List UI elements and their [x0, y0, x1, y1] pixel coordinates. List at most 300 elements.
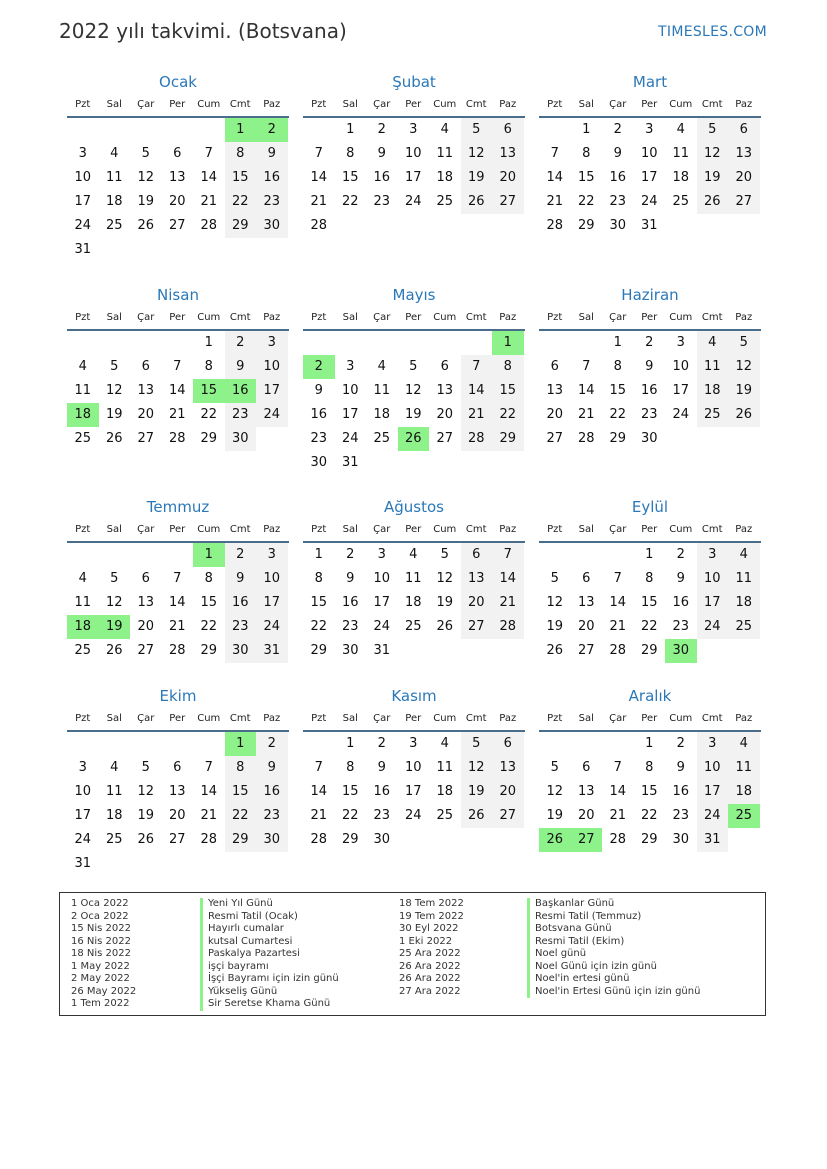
day-cell: 15 [310, 595, 328, 610]
day-cell: 15 [200, 595, 218, 610]
empty-cell [162, 331, 194, 355]
day-cell: 14 [609, 784, 627, 799]
empty-cell [130, 118, 162, 142]
day-cell: 16 [225, 591, 257, 615]
empty-cell [461, 331, 493, 355]
day-cell: 5 [440, 547, 449, 562]
day-cell: 24 [697, 615, 729, 639]
day-cell: 10 [697, 756, 729, 780]
day-cell: 4 [728, 732, 760, 756]
weekday-label: Cmt [701, 312, 723, 323]
day-cell: 3 [697, 543, 729, 567]
legend-holiday-name: Yeni Yıl Günü [200, 898, 339, 911]
weekday-label: Cum [433, 524, 457, 535]
day-cell: 11 [373, 383, 391, 398]
days-grid [539, 118, 761, 238]
empty-cell [67, 118, 99, 142]
legend-holiday-name: Sir Seretse Khama Günü [200, 998, 339, 1011]
day-cell: 6 [582, 760, 591, 775]
day-cell: 27 [168, 832, 186, 847]
day-cell: 21 [200, 808, 218, 823]
day-cell: 14 [310, 170, 328, 185]
weekday-label: Per [169, 312, 186, 323]
site-brand-link[interactable]: TIMESLES.COM [658, 24, 767, 40]
day-cell: 20 [137, 407, 155, 422]
day-cell: 19 [728, 379, 760, 403]
holiday-day-cell: 2 [256, 118, 288, 142]
day-cell: 17 [640, 170, 658, 185]
day-cell: 16 [609, 170, 627, 185]
legend-date: 16 Nis 2022 [71, 935, 131, 947]
day-cell: 5 [461, 118, 493, 142]
weekday-label: Cum [197, 713, 221, 724]
day-cell: 6 [582, 571, 591, 586]
empty-cell [335, 331, 367, 355]
day-cell: 6 [173, 760, 182, 775]
weekday-label: Per [405, 312, 422, 323]
day-cell: 4 [697, 331, 729, 355]
day-cell: 20 [728, 166, 760, 190]
day-cell: 17 [341, 407, 359, 422]
day-cell: 24 [74, 832, 92, 847]
day-cell: 11 [436, 760, 454, 775]
day-cell: 9 [256, 756, 288, 780]
day-cell: 7 [173, 359, 182, 374]
day-cell: 10 [404, 760, 422, 775]
day-cell: 29 [640, 832, 658, 847]
days-grid [303, 331, 525, 475]
weekday-label: Cmt [465, 524, 487, 535]
day-cell: 11 [436, 146, 454, 161]
weekday-label: Cmt [229, 312, 251, 323]
day-cell: 24 [672, 407, 690, 422]
weekday-label: Sal [106, 99, 122, 110]
day-cell: 18 [728, 780, 760, 804]
day-cell: 20 [546, 407, 564, 422]
day-cell: 17 [373, 595, 391, 610]
day-cell: 13 [577, 595, 595, 610]
days-grid [303, 118, 525, 238]
empty-cell [67, 331, 99, 355]
weekday-label: Cum [669, 524, 693, 535]
day-cell: 18 [404, 595, 422, 610]
day-cell: 8 [204, 571, 213, 586]
day-cell: 4 [110, 146, 119, 161]
empty-cell [130, 543, 162, 567]
day-cell: 12 [461, 756, 493, 780]
empty-cell [429, 331, 461, 355]
month-name: Nisan [157, 286, 199, 304]
day-cell: 2 [645, 335, 654, 350]
day-cell: 27 [436, 431, 454, 446]
weekday-label: Per [405, 713, 422, 724]
day-cell: 12 [546, 784, 564, 799]
day-cell: 18 [436, 170, 454, 185]
day-cell: 6 [440, 359, 449, 374]
weekday-label: Pzt [311, 713, 327, 724]
day-cell: 24 [74, 218, 92, 233]
empty-cell [398, 331, 430, 355]
day-cell: 29 [341, 832, 359, 847]
day-cell: 4 [728, 543, 760, 567]
day-cell: 27 [546, 431, 564, 446]
weekday-label: Cmt [465, 713, 487, 724]
weekday-label: Per [641, 524, 658, 535]
day-cell: 13 [577, 784, 595, 799]
day-cell: 25 [105, 218, 123, 233]
weekday-label: Cmt [229, 99, 251, 110]
day-cell: 6 [461, 543, 493, 567]
weekday-header [67, 521, 289, 543]
day-cell: 14 [168, 383, 186, 398]
day-cell: 4 [377, 359, 386, 374]
legend-names-right [527, 898, 700, 998]
month-block [303, 684, 525, 852]
day-cell: 30 [341, 643, 359, 658]
days-grid [67, 118, 289, 262]
day-cell: 22 [640, 808, 658, 823]
day-cell: 10 [256, 355, 288, 379]
holiday-day-cell: 27 [571, 828, 603, 852]
weekday-label: Sal [578, 524, 594, 535]
day-cell: 2 [676, 547, 685, 562]
day-cell: 30 [256, 214, 288, 238]
day-cell: 5 [550, 571, 559, 586]
weekday-label: Per [641, 312, 658, 323]
day-cell: 1 [314, 547, 323, 562]
legend-date: 2 May 2022 [71, 973, 130, 984]
legend-date: 25 Ara 2022 [399, 948, 461, 959]
day-cell: 3 [409, 122, 418, 137]
empty-cell [162, 118, 194, 142]
days-grid [539, 543, 761, 663]
weekday-label: Pzt [75, 99, 91, 110]
weekday-label: Cmt [701, 524, 723, 535]
month-name: Mart [632, 73, 668, 91]
day-cell: 15 [341, 784, 359, 799]
day-cell: 26 [461, 190, 493, 214]
day-cell: 18 [105, 808, 123, 823]
weekday-label: Pzt [547, 99, 563, 110]
empty-cell [193, 118, 225, 142]
day-cell: 5 [110, 359, 119, 374]
day-cell: 13 [728, 142, 760, 166]
day-cell: 6 [492, 732, 524, 756]
day-cell: 29 [609, 431, 627, 446]
weekday-header [539, 309, 761, 331]
day-cell: 28 [200, 218, 218, 233]
day-cell: 15 [492, 379, 524, 403]
day-cell: 11 [74, 383, 92, 398]
day-cell: 25 [105, 832, 123, 847]
day-cell: 27 [728, 190, 760, 214]
day-cell: 9 [377, 146, 386, 161]
day-cell: 20 [461, 591, 493, 615]
day-cell: 24 [256, 615, 288, 639]
weekday-label: Pzt [311, 524, 327, 535]
day-cell: 9 [645, 359, 654, 374]
holiday-day-cell: 1 [225, 118, 257, 142]
day-cell: 28 [577, 431, 595, 446]
day-cell: 31 [640, 218, 658, 233]
day-cell: 13 [137, 383, 155, 398]
day-cell: 12 [461, 142, 493, 166]
day-cell: 2 [613, 122, 622, 137]
holiday-day-cell: 1 [193, 543, 225, 567]
legend-holiday-name: Noel günü [527, 948, 700, 961]
day-cell: 22 [225, 804, 257, 828]
day-cell: 27 [137, 431, 155, 446]
legend-holiday-name: Resmi Tatil (Temmuz) [527, 911, 700, 924]
day-cell: 26 [105, 431, 123, 446]
weekday-header [67, 710, 289, 732]
day-cell: 29 [225, 828, 257, 852]
day-cell: 22 [200, 619, 218, 634]
day-cell: 22 [310, 619, 328, 634]
holiday-day-cell: 18 [67, 615, 99, 639]
day-cell: 17 [74, 808, 92, 823]
day-cell: 8 [582, 146, 591, 161]
day-cell: 16 [672, 784, 690, 799]
weekday-header [539, 710, 761, 732]
day-cell: 8 [645, 760, 654, 775]
empty-cell [99, 118, 131, 142]
day-cell: 19 [137, 808, 155, 823]
day-cell: 30 [310, 455, 328, 470]
holiday-day-cell: 26 [539, 828, 571, 852]
weekday-label: Cmt [229, 713, 251, 724]
legend-names-left [200, 898, 339, 1011]
empty-cell [162, 543, 194, 567]
legend-holiday-name: Başkanlar Günü [527, 898, 700, 911]
day-cell: 25 [404, 619, 422, 634]
month-block [539, 684, 761, 852]
day-cell: 15 [640, 595, 658, 610]
day-cell: 11 [728, 567, 760, 591]
day-cell: 25 [373, 431, 391, 446]
day-cell: 4 [78, 571, 87, 586]
day-cell: 19 [137, 194, 155, 209]
day-cell: 20 [168, 194, 186, 209]
holiday-day-cell: 15 [193, 379, 225, 403]
legend-date: 1 Oca 2022 [71, 898, 129, 909]
weekday-header [67, 309, 289, 331]
legend-date: 19 Tem 2022 [399, 910, 464, 922]
legend-date: 26 May 2022 [71, 985, 137, 997]
holiday-day-cell: 18 [67, 403, 99, 427]
weekday-label: Cmt [465, 312, 487, 323]
legend-holiday-name: Botsvana Günü [527, 923, 700, 936]
day-cell: 10 [256, 567, 288, 591]
day-cell: 12 [697, 142, 729, 166]
day-cell: 23 [672, 619, 690, 634]
day-cell: 1 [645, 736, 654, 751]
day-cell: 9 [613, 146, 622, 161]
legend-holiday-name: Paskalya Pazartesi [200, 948, 339, 961]
month-block [539, 283, 761, 451]
weekday-header [539, 521, 761, 543]
day-cell: 27 [492, 804, 524, 828]
day-cell: 27 [492, 190, 524, 214]
legend-holiday-name: Hayırlı cumalar [200, 923, 339, 936]
day-cell: 9 [346, 571, 355, 586]
day-cell: 8 [204, 359, 213, 374]
month-name: Ekim [159, 687, 197, 705]
day-cell: 1 [645, 547, 654, 562]
day-cell: 30 [672, 832, 690, 847]
day-cell: 20 [577, 808, 595, 823]
day-cell: 1 [346, 736, 355, 751]
day-cell: 17 [404, 170, 422, 185]
day-cell: 14 [492, 567, 524, 591]
day-cell: 27 [461, 615, 493, 639]
day-cell: 30 [225, 639, 257, 663]
day-cell: 17 [697, 780, 729, 804]
legend-date: 15 Nis 2022 [71, 923, 131, 934]
day-cell: 20 [492, 166, 524, 190]
weekday-label: Cmt [701, 713, 723, 724]
day-cell: 14 [546, 170, 564, 185]
day-cell: 22 [225, 190, 257, 214]
weekday-label: Paz [499, 713, 517, 724]
day-cell: 5 [728, 331, 760, 355]
day-cell: 5 [697, 118, 729, 142]
day-cell: 12 [404, 383, 422, 398]
weekday-label: Sal [578, 713, 594, 724]
weekday-label: Pzt [547, 713, 563, 724]
day-cell: 7 [204, 146, 213, 161]
day-cell: 30 [373, 832, 391, 847]
weekday-label: Çar [609, 312, 627, 323]
day-cell: 16 [310, 407, 328, 422]
day-cell: 21 [461, 403, 493, 427]
day-cell: 2 [346, 547, 355, 562]
day-cell: 21 [546, 194, 564, 209]
day-cell: 28 [168, 431, 186, 446]
weekday-label: Per [169, 99, 186, 110]
day-cell: 20 [492, 780, 524, 804]
day-cell: 30 [225, 427, 257, 451]
empty-cell [571, 543, 603, 567]
legend-date: 1 May 2022 [71, 960, 130, 972]
day-cell: 15 [609, 383, 627, 398]
day-cell: 6 [492, 118, 524, 142]
legend-dates-right [399, 898, 464, 998]
legend-holiday-name: Resmi Tatil (Ekim) [527, 936, 700, 949]
month-name: Haziran [621, 286, 679, 304]
weekday-label: Paz [263, 713, 281, 724]
day-cell: 10 [74, 784, 92, 799]
weekday-header [303, 96, 525, 118]
day-cell: 25 [728, 615, 760, 639]
weekday-label: Paz [499, 99, 517, 110]
day-cell: 6 [141, 571, 150, 586]
day-cell: 13 [492, 756, 524, 780]
day-cell: 12 [728, 355, 760, 379]
day-cell: 18 [672, 170, 690, 185]
days-grid [539, 732, 761, 852]
day-cell: 8 [225, 756, 257, 780]
weekday-label: Paz [263, 99, 281, 110]
day-cell: 7 [314, 760, 323, 775]
day-cell: 11 [728, 756, 760, 780]
day-cell: 26 [105, 643, 123, 658]
day-cell: 26 [546, 643, 564, 658]
day-cell: 23 [609, 194, 627, 209]
day-cell: 28 [492, 615, 524, 639]
day-cell: 14 [200, 170, 218, 185]
day-cell: 16 [341, 595, 359, 610]
day-cell: 9 [377, 760, 386, 775]
empty-cell [602, 543, 634, 567]
day-cell: 19 [546, 808, 564, 823]
weekday-label: Pzt [75, 312, 91, 323]
holiday-day-cell: 19 [99, 615, 131, 639]
day-cell: 23 [256, 190, 288, 214]
day-cell: 29 [310, 643, 328, 658]
day-cell: 3 [78, 146, 87, 161]
day-cell: 18 [728, 591, 760, 615]
day-cell: 8 [492, 355, 524, 379]
weekday-label: Sal [106, 312, 122, 323]
day-cell: 19 [436, 595, 454, 610]
month-name: Ocak [159, 73, 197, 91]
day-cell: 22 [492, 403, 524, 427]
day-cell: 2 [225, 331, 257, 355]
day-cell: 28 [310, 832, 328, 847]
day-cell: 28 [609, 832, 627, 847]
day-cell: 15 [225, 166, 257, 190]
day-cell: 16 [256, 780, 288, 804]
weekday-label: Per [169, 713, 186, 724]
weekday-header [303, 521, 525, 543]
day-cell: 19 [105, 407, 123, 422]
day-cell: 18 [697, 379, 729, 403]
day-cell: 10 [640, 146, 658, 161]
holiday-day-cell: 25 [728, 804, 760, 828]
day-cell: 16 [640, 383, 658, 398]
day-cell: 11 [74, 595, 92, 610]
day-cell: 15 [225, 780, 257, 804]
day-cell: 5 [550, 760, 559, 775]
day-cell: 5 [409, 359, 418, 374]
day-cell: 7 [550, 146, 559, 161]
day-cell: 13 [137, 595, 155, 610]
weekday-label: Sal [578, 312, 594, 323]
weekday-label: Per [641, 713, 658, 724]
day-cell: 11 [105, 784, 123, 799]
month-block [303, 70, 525, 238]
weekday-label: Paz [499, 312, 517, 323]
weekday-label: Sal [342, 312, 358, 323]
weekday-label: Cum [433, 99, 457, 110]
day-cell: 13 [436, 383, 454, 398]
weekday-label: Cmt [701, 99, 723, 110]
day-cell: 25 [672, 194, 690, 209]
day-cell: 21 [577, 407, 595, 422]
day-cell: 9 [314, 383, 323, 398]
day-cell: 12 [105, 383, 123, 398]
day-cell: 23 [640, 407, 658, 422]
day-cell: 14 [461, 379, 493, 403]
day-cell: 21 [310, 194, 328, 209]
day-cell: 6 [141, 359, 150, 374]
day-cell: 17 [672, 383, 690, 398]
day-cell: 5 [461, 732, 493, 756]
weekday-label: Çar [609, 99, 627, 110]
day-cell: 12 [436, 571, 454, 586]
day-cell: 28 [546, 218, 564, 233]
